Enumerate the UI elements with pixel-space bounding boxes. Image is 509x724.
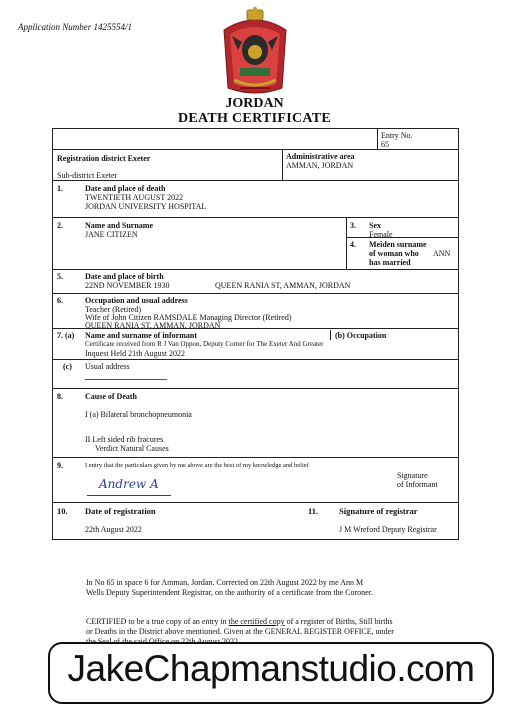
date-place-death-label: Date and place of death	[85, 184, 166, 193]
informant-name-label: Name and surname of informant	[85, 331, 197, 340]
maiden-surname-label-2: of woman who	[369, 249, 419, 258]
usual-address: QUEEN RANIA ST, AMMAN, JORDAN	[85, 321, 221, 330]
signature-of-informant-label-1: Signature	[397, 471, 428, 480]
signature-of-informant-label-2: of Informant	[397, 480, 438, 489]
section-7a-number: 7. (a)	[57, 331, 75, 340]
deceased-name: JANE CITIZEN	[85, 230, 138, 239]
verdict: Verdict Natural Causes	[95, 444, 169, 453]
informant-address-line	[85, 379, 167, 380]
date-of-registration-label: Date of registration	[85, 506, 156, 516]
administrative-area-label: Administrative area	[286, 152, 355, 161]
informant-signature: Andrew A	[99, 477, 159, 491]
informant-address-label: Usual address	[85, 362, 130, 371]
section-2-number: 2.	[57, 221, 63, 230]
spouse-details: Wife of John Citizen RAMSDALE Managing Director (Retired)	[85, 313, 292, 322]
certified-text-c: of a register of Births, Still births	[284, 617, 393, 626]
entry-value: 65	[381, 140, 389, 149]
maiden-surname-label-1: Meiden surname	[369, 240, 427, 249]
place-of-death: JORDAN UNIVERSITY HOSPITAL	[85, 202, 207, 211]
occupation-address-label: Occupation and usual address	[85, 296, 188, 305]
certified-statement-line-2: or Deaths in the District above mentioned. Given at the GENERAL REGISTER OFFICE, under	[86, 627, 394, 636]
entry-label: Entry No.	[381, 131, 413, 140]
certified-text-a: CERTIFIED to be a true copy of an entry in	[86, 617, 229, 626]
watermark-banner	[48, 642, 494, 704]
jordan-coat-of-arms-emblem	[218, 6, 292, 98]
place-of-birth: QUEEN RANIA ST, AMMAN, JORDAN	[215, 281, 351, 290]
section-5-number: 5.	[57, 272, 63, 281]
date-of-death: TWENTIETH AUGUST 2022	[85, 193, 184, 202]
registration-district: Registration district Exeter	[57, 154, 151, 163]
correction-note-line-2: Wells Deputy Superintendent Registrar, on the authority of a certificate from the Coroner.	[86, 588, 373, 597]
certificate-title: DEATH CERTIFICATE	[177, 111, 332, 126]
certified-statement-line-1	[86, 617, 393, 627]
cause-of-death-2: II Left sided rib fracures	[85, 435, 164, 444]
section-6-number: 6.	[57, 296, 63, 305]
maiden-surname-label-3: has married	[369, 258, 411, 267]
signature-of-registrar-label: Signature of registrar	[339, 506, 418, 516]
inquest-details: Inquest Held 21th August 2022	[85, 349, 185, 358]
application-number: Application Number 1425554/1	[18, 22, 132, 32]
section-10-number: 10.	[57, 506, 68, 516]
section-3-number: 3.	[350, 221, 356, 230]
section-4-number: 4.	[350, 240, 356, 249]
occupation: Teacher (Retired)	[85, 305, 142, 314]
registrar-name: J M Wreford Deputy Registrar	[339, 525, 437, 534]
cause-of-death-label: Cause of Death	[85, 392, 137, 401]
sub-district: Sub-district Exeter	[57, 171, 118, 180]
sex-label: Sex	[369, 221, 381, 230]
correction-note-line-1: In No 65 in space 6 for Amman, Jordan. Corrected on 22th August 2022 by me Ann M	[86, 578, 364, 587]
watermark-text: JakeChapmanstudio.com	[67, 648, 475, 689]
section-9-number: 9.	[57, 461, 63, 470]
section-11-number: 11.	[308, 506, 319, 516]
sex-value: Female	[369, 230, 393, 239]
date-of-registration: 22th August 2022	[85, 525, 142, 534]
administrative-area-value: AMMAN, JORDAN	[286, 161, 354, 170]
certified-copy-text: the certified copy	[228, 617, 285, 626]
maiden-surname-value: ANN	[433, 249, 451, 258]
section-8-number: 8.	[57, 392, 63, 401]
section-7c-number: (c)	[63, 362, 72, 371]
informant-details: Certificate received from R J Van Oppon, Deputy Corner for The Exeter And Greater	[85, 340, 324, 348]
date-place-birth-label: Date and place of birth	[85, 272, 164, 281]
certificate-table	[52, 128, 459, 540]
name-surname-label: Name and Surname	[85, 221, 154, 230]
informant-declaration: I entry that the particulars given by me above are the best of my knowledge and belief	[85, 462, 309, 469]
signature-underline	[87, 495, 171, 496]
cause-of-death-1: I (a) Bilateral bronchopneumonia	[85, 410, 192, 419]
section-1-number: 1.	[57, 184, 63, 193]
date-of-birth: 22ND NOVEMBER 1930	[85, 281, 170, 290]
informant-occupation-label: (b) Occupation	[335, 331, 387, 340]
certificate-country-title: JORDAN	[225, 96, 284, 111]
